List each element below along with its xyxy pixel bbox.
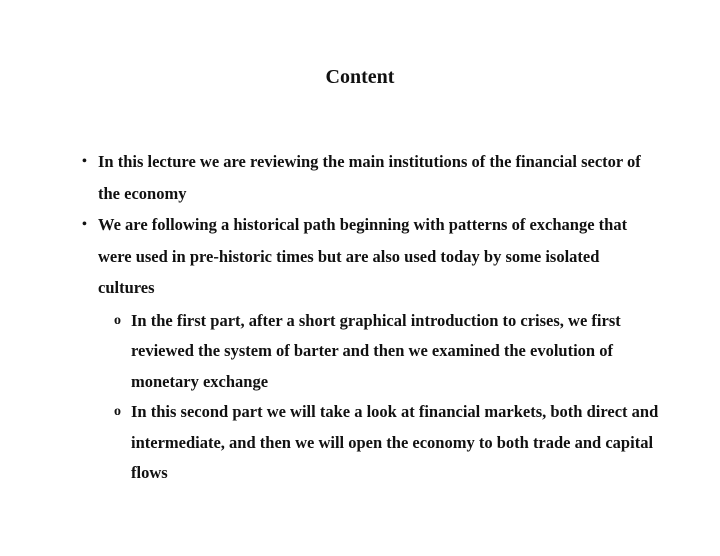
page-title: Content xyxy=(325,66,395,88)
bullet-item xyxy=(80,146,660,209)
bullet-text: In this lecture we are reviewing the main institutions of the financial sector of the economy xyxy=(98,152,641,203)
bullet-text: We are following a historical path beginning with patterns of exchange that were used in pre-historic times but are also used today by some isolated cultures xyxy=(98,215,628,297)
sub-bullet-marker: o xyxy=(114,312,121,328)
bullet-marker: • xyxy=(82,154,87,169)
sub-bullet-text: In this second part we will take a look at financial markets, both direct and intermediate, and then we will open the economy to both trade and capital flows xyxy=(131,402,659,482)
sub-bullet-item xyxy=(114,397,660,489)
bullet-marker: • xyxy=(82,217,87,232)
sub-bullet-list xyxy=(98,306,660,489)
sub-bullet-item xyxy=(114,306,660,398)
bullet-list xyxy=(80,146,660,489)
sub-bullet-text: In the first part, after a short graphical introduction to crises, we first reviewed the system of barter and then we examined the evolution of monetary exchange xyxy=(131,310,621,391)
bullet-item xyxy=(80,209,660,489)
sub-bullet-marker: o xyxy=(114,404,121,419)
